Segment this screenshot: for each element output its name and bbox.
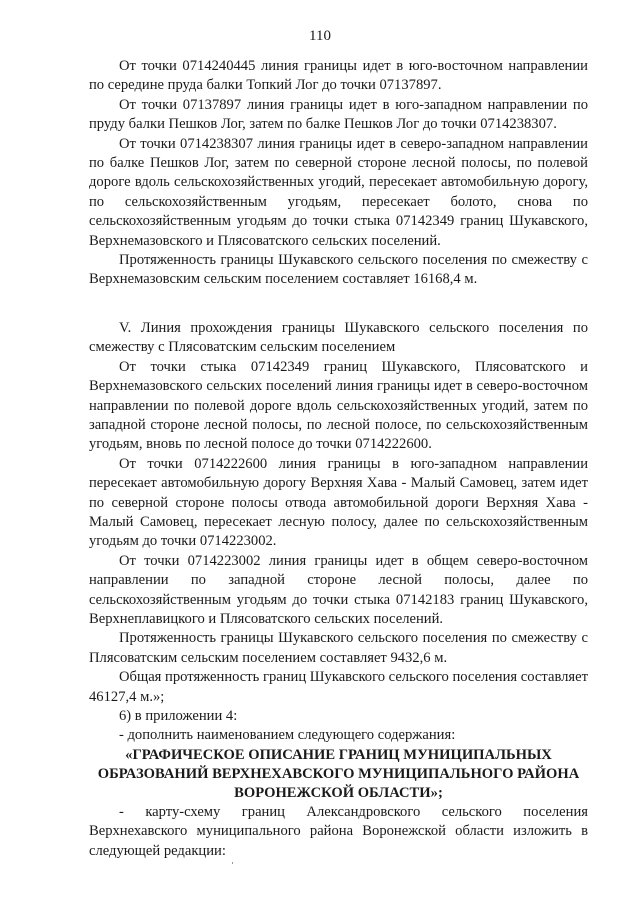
- document-heading: «ГРАФИЧЕСКОЕ ОПИСАНИЕ ГРАНИЦ МУНИЦИПАЛЬНЫХ ОБРАЗОВАНИЙ ВЕРХНЕХАВСКОГО МУНИЦИПАЛЬНОГО РАЙОНА ВОРОНЕЖСКОЙ ОБЛАСТИ»;: [97, 746, 580, 801]
- paragraph: От точки 0714223002 линия границы идет в общем северо-восточном направлении по западной стороне лесной полосы, далее по сельскохозяйственным угодьям до точки стыка 07142183 границ Шукавского, Верхнеплавицкого и Плясоватского сельских поселений.: [89, 552, 588, 627]
- paragraph: От точки 0714238307 линия границы идет в северо-западном направлении по балке Пешков Лог, затем по северной стороне лесной полосы, по полевой дороге вдоль сельскохозяйственных угодий, пересекает автомобильную дорогу, по сельскохозяйственным угодьям, пересекает болото, снова по сельскохозяйственным угодьям до точки стыка 07142349 границ Шукавского, Верхнемазовского и Плясоватского сельских поселений.: [89, 135, 588, 249]
- closing-paragraph: - карту-схему границ Александровского сельского поселения Верхнехавского муниципального района Воронежской области изложить в следующей редакции:: [89, 803, 588, 859]
- paragraph: Протяженность границы Шукавского сельского поселения по смежеству с Плясоватским сельским поселением составляет 9432,6 м.: [89, 630, 588, 666]
- page-number: 110: [309, 28, 331, 44]
- list-item: - дополнить наименованием следующего содержания:: [119, 727, 456, 744]
- paragraph: От точки стыка 07142349 границ Шукавского, Плясоватского и Верхнемазовского сельских поселений линия границы идет в северо-восточном направлении по полевой дороге вдоль сельскохозяйственных угодий, затем по западной стороне лесной полосы, по лесной полосе, по сельскохозяйственным угодьям, вновь по лесной полосе до точки 0714222600.: [89, 358, 588, 453]
- paragraph: От точки 0714222600 линия границы в юго-западном направлении пересекает автомобильную дорогу Верхняя Хава - Малый Самовец, затем идет по северной стороне полосы отвода автомобильной дороги Верхняя Хава - Малый Самовец, пересекает лесную полосу, далее по сельскохозяйственным угодьям до точки 0714223002.: [89, 455, 588, 550]
- paragraph: От точки 07137897 линия границы идет в юго-западном направлении по пруду балки Пешков Лог, затем по балке Пешков Лог до точки 0714238307.: [89, 96, 588, 133]
- document-body: [89, 57, 588, 861]
- scan-speck: [232, 862, 233, 864]
- list-item: 6) в приложении 4:: [119, 708, 238, 724]
- section-gap: [89, 290, 588, 319]
- paragraph: Общая протяженность границ Шукавского сельского поселения составляет 46127,4 м.»;: [89, 669, 588, 705]
- paragraph: От точки 0714240445 линия границы идет в юго-восточном направлении по середине пруда балки Топкий Лог до точки 07137897.: [89, 58, 588, 94]
- paragraph: Протяженность границы Шукавского сельского поселения по смежеству с Верхнемазовским сельским поселением составляет 16168,4 м.: [89, 252, 588, 288]
- section-heading-v: V. Линия прохождения границы Шукавского сельского поселения по смежеству с Плясоватским сельским поселением: [89, 319, 588, 356]
